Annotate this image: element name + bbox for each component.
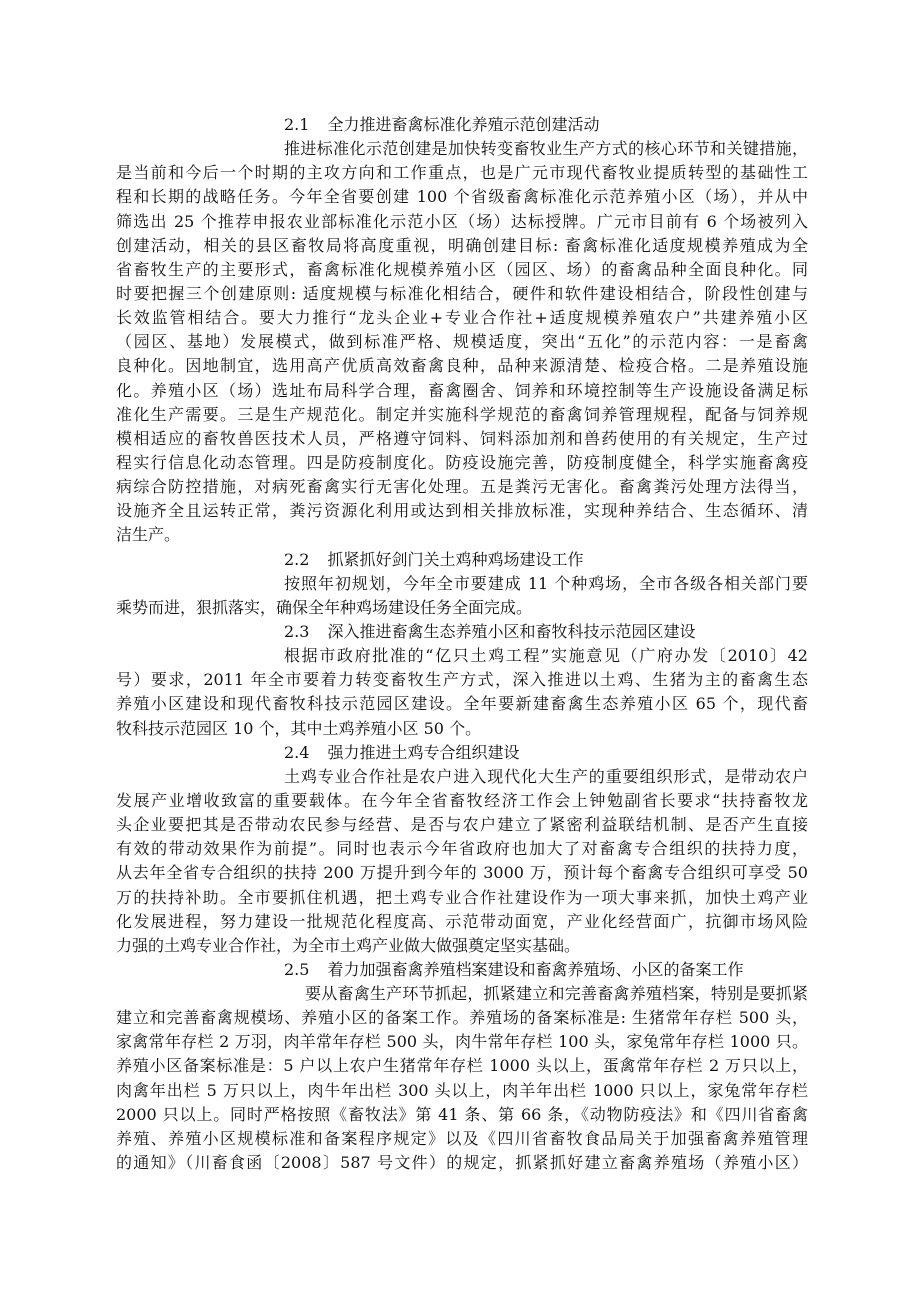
section-number: 2.4 (284, 742, 310, 762)
section-title: 着力加强畜禽养殖档案建设和畜禽养殖场、小区的备案工作 (327, 959, 744, 979)
section-title: 强力推进土鸡专合组织建设 (327, 742, 520, 762)
section-number: 2.1 (284, 115, 310, 134)
paragraph-line: 省畜牧生产的主要形式，畜禽标准化规模养殖小区（园区、场）的畜禽品种全面良种化。同 (116, 259, 808, 279)
section-number: 2.5 (284, 959, 310, 979)
paragraph-line: 家禽常年存栏 2 万羽，肉羊常年存栏 500 头，肉牛常年存栏 100 头，家兔常年存栏 1000 只。 (116, 1032, 808, 1052)
paragraph-line: 按照年初规划，今年全市要建成 11 个种鸡场，全市各级各相关部门要 (284, 573, 808, 593)
paragraph-line: 设施齐全且运转正常，粪污资源化利用或达到相关排放标准，实现种养结合、生态循环、清 (116, 501, 808, 521)
paragraph-line: 万的扶持补助。全市要抓住机遇，把土鸡专业合作社建设作为一项大事来抓，加快土鸡产业 (116, 887, 808, 907)
section-heading (284, 741, 808, 765)
paragraph-line: 洁生产。 (116, 525, 181, 545)
paragraph-line: 从去年全省专合组织的扶持 200 万提升到今年的 3000 万，预计每个畜禽专合组织可享受 50 (116, 863, 808, 883)
section-title: 抓紧抓好剑门关土鸡种鸡场建设工作 (327, 549, 584, 569)
paragraph-line: 程和长期的战略任务。今年全省要创建 100 个省级畜禽标准化示范养殖小区（场），并从中 (116, 187, 808, 207)
paragraph-line: 推进标准化示范创建是加快转变畜牧业生产方式的核心环节和关键措施， (284, 139, 808, 159)
paragraph-line: 创建活动，相关的县区畜牧局将高度重视，明确创建目标: 畜禽标准化适度规模养殖成为全 (116, 235, 808, 255)
paragraph-line: 养殖、养殖小区规模标准和备案程序规定》以及《四川省畜牧食品局关于加强畜禽养殖管理 (116, 1128, 808, 1148)
paragraph-line: 建立和完善畜禽规模场、养殖小区的备案工作。养殖场的备案标准是: 生猪常年存栏 500 头， (116, 1008, 808, 1028)
paragraph-line: 头企业要把其是否带动农民参与经营、是否与农户建立了紧密利益联结机制、是否产生直接 (116, 815, 808, 835)
document-body (116, 113, 808, 1175)
paragraph-line: 准化生产需要。三是生产规范化。制定并实施科学规范的畜禽饲养管理规程，配备与饲养规 (116, 404, 808, 424)
section-heading (284, 620, 808, 644)
paragraph-line: 是当前和今后一个时期的主攻方向和工作重点，也是广元市现代畜牧业提质转型的基础性工 (116, 163, 808, 183)
section-title: 深入推进畜禽生态养殖小区和畜牧科技示范园区建设 (327, 621, 696, 641)
paragraph-line: 化。养殖小区（场）选址布局科学合理，畜禽圈舍、饲养和环境控制等生产设施设备满足标 (116, 380, 808, 400)
paragraph-line: 根据市政府批准的“亿只土鸡工程”实施意见（广府办发〔2010〕42 (284, 646, 808, 666)
paragraph-line: 病综合防控措施，对病死畜禽实行无害化处理。五是粪污无害化。畜禽粪污处理方法得当， (116, 477, 808, 497)
paragraph-line: 长效监管相结合。要大力推行“龙头企业+专业合作社+适度规模养殖农户”共建养殖小区 (116, 308, 808, 328)
paragraph-line: 的通知》（川畜食函〔2008〕587 号文件）的规定，抓紧抓好建立畜禽养殖场（养殖小区） (116, 1153, 808, 1173)
paragraph-line: 牧科技示范园区 10 个，其中土鸡养殖小区 50 个。 (116, 718, 482, 738)
paragraph-line: 2000 只以上。同时严格按照《畜牧法》第 41 条、第 66 条，《动物防疫法》和《四川省畜禽 (116, 1104, 808, 1124)
paragraph-line: 良种化。因地制宜，选用高产优质高效畜禽良种，品种来源清楚、检疫合格。二是养殖设施 (116, 356, 808, 376)
paragraph-line: 土鸡专业合作社是农户进入现代化大生产的重要组织形式，是带动农户 (284, 766, 808, 786)
paragraph-line: 乘势而进，狠抓落实，确保全年种鸡场建设任务全面完成。 (116, 597, 533, 617)
paragraph-line: 肉禽年出栏 5 万只以上，肉牛年出栏 300 头以上，肉羊年出栏 1000 只以上，家兔常年存栏 (116, 1080, 808, 1100)
paragraph-line: （园区、基地）发展模式，做到标准严格、规模适度，突出“五化”的示范内容：一是畜禽 (116, 332, 808, 352)
paragraph-line: 模相适应的畜牧兽医技术人员，严格遵守饲料、饲料添加剂和兽药使用的有关规定，生产过 (116, 428, 808, 448)
paragraph-line: 程实行信息化动态管理。四是防疫制度化。防疫设施完善，防疫制度健全，科学实施畜禽疫 (116, 452, 808, 472)
section-number: 2.2 (284, 549, 310, 569)
section-title: 全力推进畜禽标准化养殖示范创建活动 (327, 115, 600, 134)
paragraph-line: 时要把握三个创建原则: 适度规模与标准化相结合，硬件和软件建设相结合，阶段性创建与 (116, 283, 808, 303)
paragraph-line: 号）要求，2011 年全市要着力转变畜牧生产方式，深入推进以土鸡、生猪为主的畜禽生态 (116, 670, 808, 690)
paragraph-line: 要从畜禽生产环节抓起，抓紧建立和完善畜禽养殖档案，特别是要抓紧 (305, 984, 808, 1004)
paragraph-line: 筛选出 25 个推荐申报农业部标准化示范小区（场）达标授牌。广元市目前有 6 个场被列入 (116, 211, 808, 231)
paragraph-line: 养殖小区备案标准是：5 户以上农户生猪常年存栏 1000 头以上，蛋禽常年存栏 2 万只以上， (116, 1056, 808, 1076)
section-number: 2.3 (284, 621, 310, 641)
section-heading (284, 113, 808, 137)
paragraph-line: 发展产业增收致富的重要载体。在今年全省畜牧经济工作会上钟勉副省长要求“扶持畜牧龙 (116, 790, 808, 810)
paragraph-line: 化发展进程，努力建设一批规范化程度高、示范带动面宽，产业化经营面广，抗御市场风险 (116, 911, 808, 931)
paragraph-line: 养殖小区建设和现代畜牧科技示范园区建设。全年要新建畜禽生态养殖小区 65 个，现代畜 (116, 694, 808, 714)
paragraph-line: 力强的土鸡专业合作社，为全市土鸡产业做大做强奠定坚实基础。 (116, 935, 581, 955)
section-heading (284, 548, 808, 572)
paragraph-line: 有效的带动效果作为前提”。同时也表示今年省政府也加大了对畜禽专合组织的扶持力度， (116, 839, 808, 859)
section-heading (284, 958, 808, 982)
